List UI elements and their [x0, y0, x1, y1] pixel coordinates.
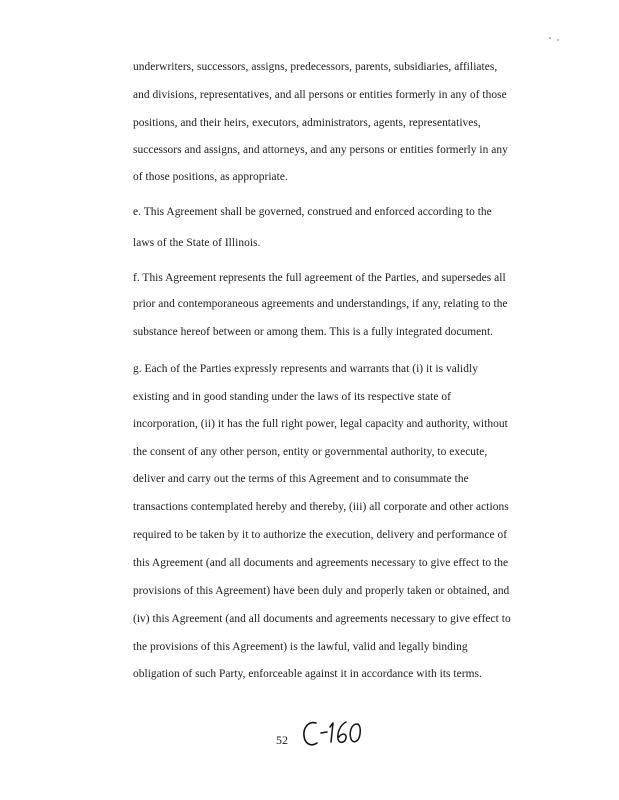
text-line: positions, and their heirs, executors, administrators, agents, representatives,	[133, 117, 481, 129]
text-line: successors and assigns, and attorneys, and any persons or entities formerly in any	[133, 144, 508, 156]
text-line: prior and contemporaneous agreements and understandings, if any, relating to the	[133, 298, 508, 310]
text-line: underwriters, successors, assigns, predecessors, parents, subsidiaries, affiliates,	[133, 61, 498, 73]
text-line: obligation of such Party, enforceable against it in accordance with its terms.	[133, 668, 482, 680]
text-line: (iv) this Agreement (and all documents and agreements necessary to give effect to	[133, 613, 511, 625]
handwritten-mark	[299, 715, 369, 751]
text-line: g. Each of the Parties expressly represents and warrants that (i) it is validly	[133, 363, 478, 375]
text-line: e. This Agreement shall be governed, construed and enforced according to the	[133, 206, 492, 218]
text-line: provisions of this Agreement) have been duly and properly taken or obtained, and	[133, 585, 510, 597]
text-line: laws of the State of Illinois.	[133, 237, 261, 249]
text-line: and divisions, representatives, and all persons or entities formerly in any of those	[133, 89, 507, 101]
page-number: 52	[276, 733, 288, 747]
text-line: deliver and carry out the terms of this Agreement and to consummate the	[133, 473, 469, 485]
text-line: transactions contemplated hereby and thereby, (iii) all corporate and other actions	[133, 501, 509, 513]
text-line: f. This Agreement represents the full agreement of the Parties, and supersedes all	[133, 272, 506, 284]
text-line: of those positions, as appropriate.	[133, 171, 288, 183]
scan-speck-mark	[547, 35, 561, 43]
text-line: this Agreement (and all documents and agreements necessary to give effect to the	[133, 557, 509, 569]
text-line: existing and in good standing under the laws of its respective state of	[133, 391, 451, 403]
text-line: the consent of any other person, entity or governmental authority, to execute,	[133, 446, 488, 458]
text-line: the provisions of this Agreement) is the lawful, valid and legally binding	[133, 641, 468, 653]
text-line: substance hereof between or among them. This is a fully integrated document.	[133, 326, 494, 338]
text-line: incorporation, (ii) it has the full right power, legal capacity and authority, without	[133, 418, 508, 430]
text-line: required to be taken by it to authorize the execution, delivery and performance of	[133, 529, 508, 541]
